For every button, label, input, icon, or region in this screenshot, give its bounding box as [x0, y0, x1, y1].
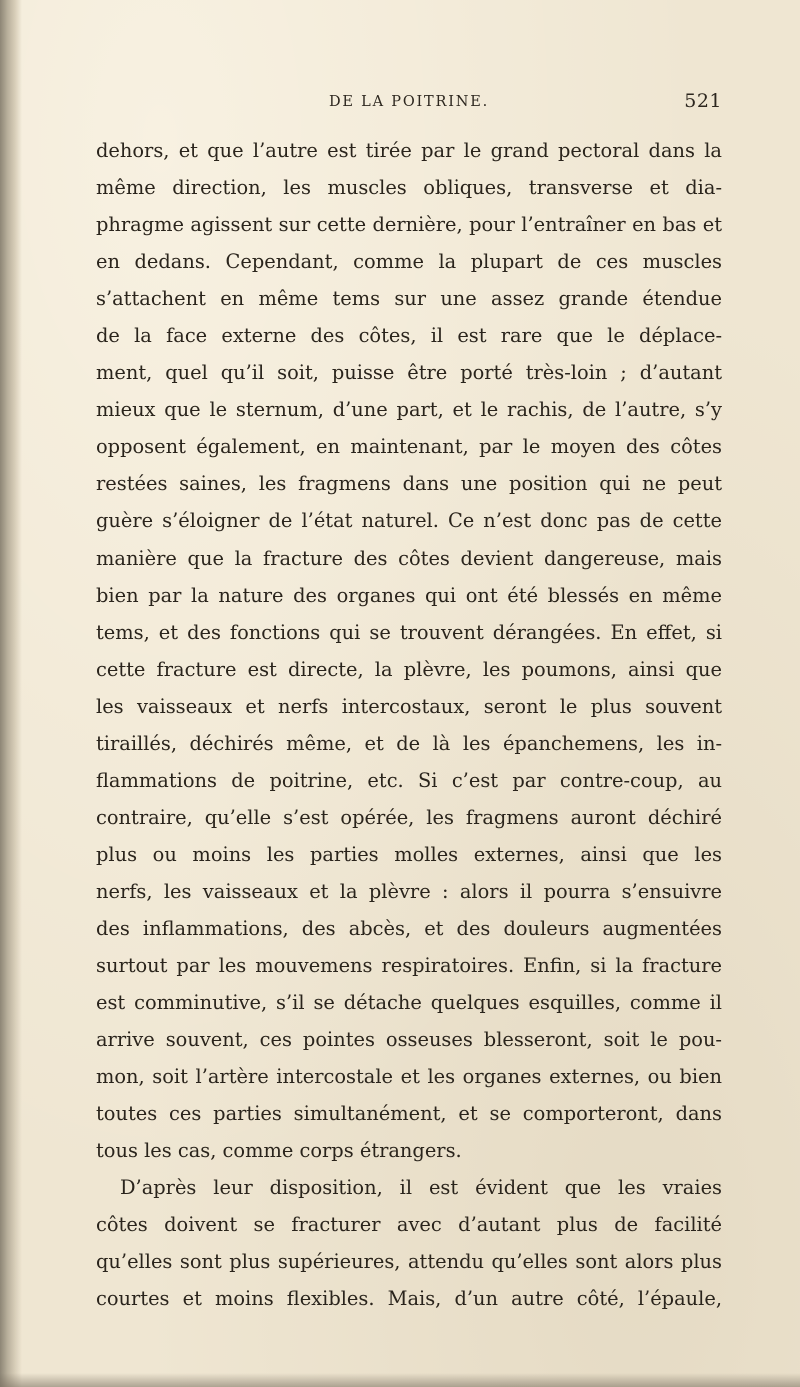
text-line: plus ou moins les parties molles externes, ainsi que les	[96, 842, 722, 866]
page-binding-shadow	[0, 0, 22, 1387]
text-line: cette fracture est directe, la plèvre, les poumons, ainsi que	[96, 657, 722, 681]
text-line: guère s’éloigner de l’état naturel. Ce n’est donc pas de cette	[96, 509, 722, 533]
text-line: contraire, qu’elle s’est opérée, les fragmens auront déchiré	[96, 805, 722, 829]
text-line: restées saines, les fragmens dans une position qui ne peut	[96, 472, 722, 496]
text-line: surtout par les mouvemens respiratoires. Enfin, si la fracture	[96, 954, 722, 978]
running-title: DE LA POITRINE.	[328, 94, 490, 110]
text-line: mon, soit l’artère intercostale et les organes externes, ou bien	[96, 1065, 722, 1089]
text-line: toutes ces parties simultanément, et se comporteront, dans	[96, 1102, 722, 1126]
text-line: mieux que le sternum, d’une part, et le rachis, de l’autre, s’y	[96, 398, 722, 422]
page-number: 521	[684, 90, 722, 112]
text-line: les vaisseaux et nerfs intercostaux, seront le plus souvent	[96, 694, 722, 718]
text-line: tous les cas, comme corps étrangers.	[96, 1139, 462, 1163]
text-line: nerfs, les vaisseaux et la plèvre : alors il pourra s’ensuivre	[96, 879, 722, 903]
text-line: ment, quel qu’il soit, puisse être porté très-loin ; d’autant	[96, 361, 722, 385]
text-line: arrive souvent, ces pointes osseuses blesseront, soit le pou-	[96, 1028, 722, 1052]
text-line: manière que la fracture des côtes devient dangereuse, mais	[96, 546, 722, 570]
text-line: tems, et des fonctions qui se trouvent dérangées. En effet, si	[96, 620, 722, 644]
text-line: flammations de poitrine, etc. Si c’est par contre-coup, au	[96, 768, 722, 792]
text-line: dehors, et que l’autre est tirée par le grand pectoral dans la	[96, 139, 722, 162]
text-line: courtes et moins flexibles. Mais, d’un autre côté, l’épaule,	[96, 1287, 722, 1311]
text-line: tiraillés, déchirés même, et de là les épanchemens, les in-	[96, 731, 722, 755]
text-line: des inflammations, des abcès, et des douleurs augmentées	[96, 916, 722, 940]
text-line: en dedans. Cependant, comme la plupart de ces muscles	[96, 250, 722, 274]
text-line: s’attachent en même tems sur une assez grande étendue	[96, 287, 722, 311]
text-line: côtes doivent se fracturer avec d’autant plus de facilité	[96, 1213, 722, 1237]
text-line: phragme agissent sur cette dernière, pour l’entraîner en bas et	[96, 213, 722, 237]
body-text	[96, 132, 722, 1318]
page-header	[96, 84, 722, 112]
text-line: est comminutive, s’il se détache quelques esquilles, comme il	[96, 991, 722, 1015]
text-line: D’après leur disposition, il est évident que les vraies	[120, 1176, 722, 1200]
text-line: opposent également, en maintenant, par le moyen des côtes	[96, 435, 722, 459]
text-line: qu’elles sont plus supérieures, attendu qu’elles sont alors plus	[96, 1250, 722, 1274]
page-bottom-shadow	[0, 1373, 800, 1387]
text-line: même direction, les muscles obliques, transverse et dia-	[96, 176, 722, 200]
text-line: bien par la nature des organes qui ont été blessés en même	[96, 583, 722, 607]
text-line: de la face externe des côtes, il est rare que le déplace-	[96, 324, 722, 348]
